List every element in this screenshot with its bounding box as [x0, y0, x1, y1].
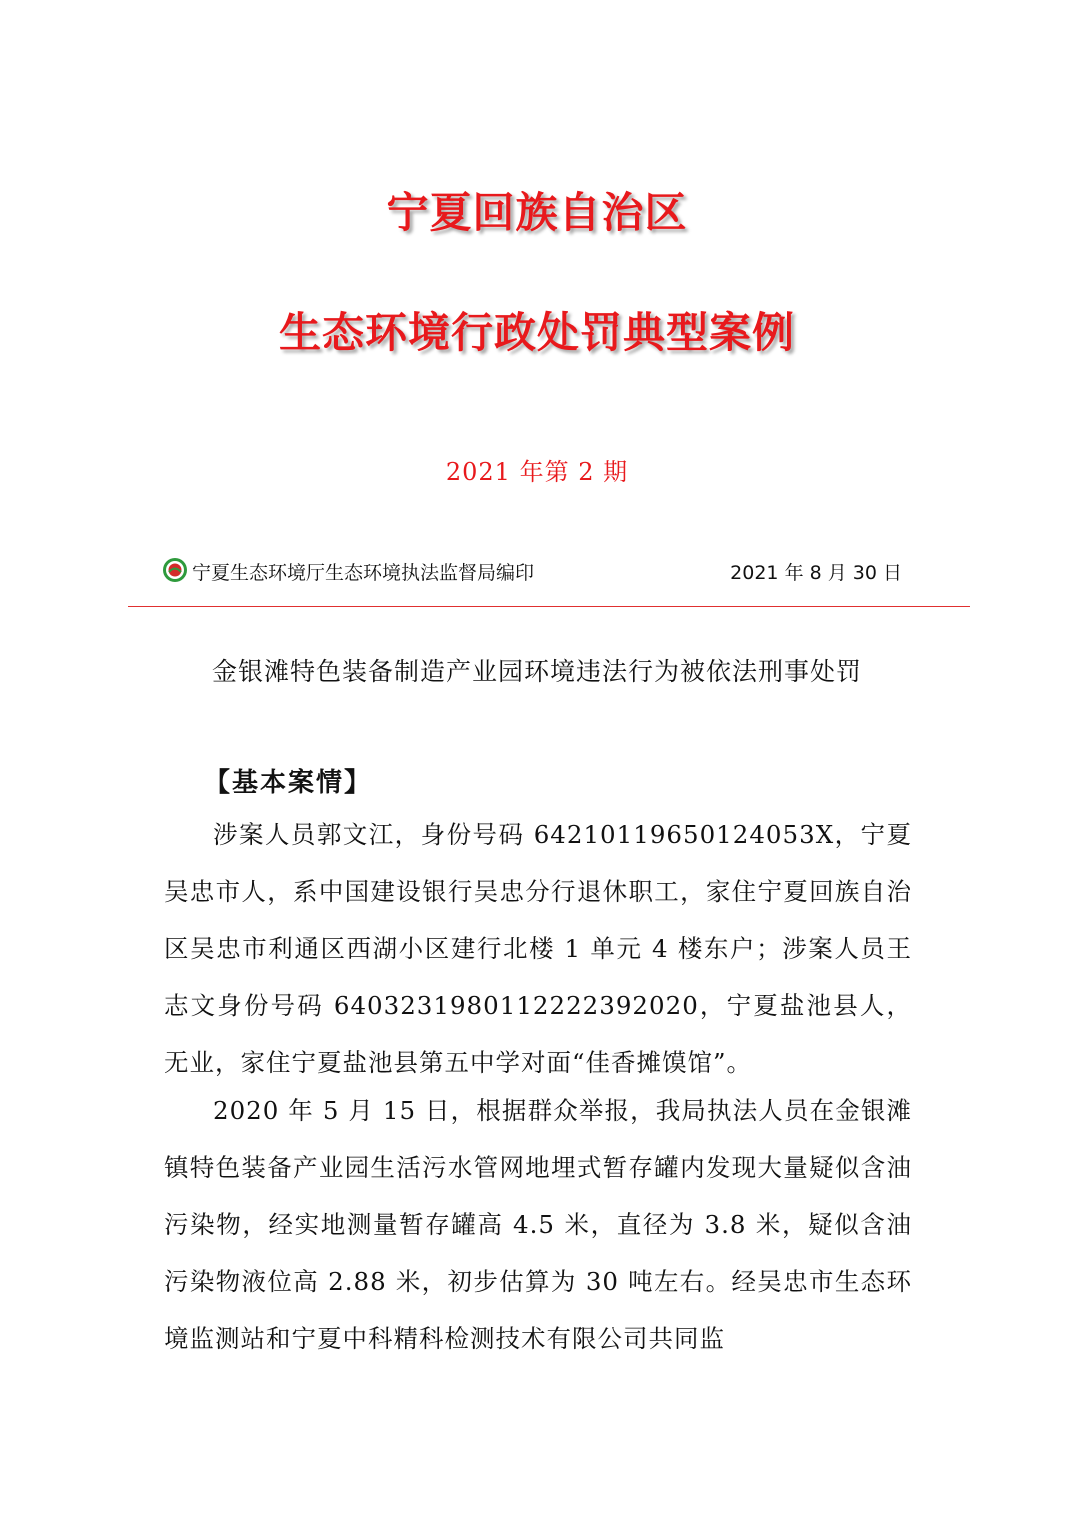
document-title-line-1: 宁夏回族自治区	[386, 188, 688, 237]
publication-date: 2021 年 8 月 30 日	[730, 562, 902, 584]
document-title-line-2: 生态环境行政处罚典型案例	[278, 308, 795, 357]
section-heading-basic-facts: 【基本案情】	[204, 768, 373, 798]
publication-header	[162, 557, 902, 587]
header-divider	[128, 606, 970, 607]
case-title: 金银滩特色装备制造产业园环境违法行为被依法刑事处罚	[211, 657, 862, 686]
publisher-name: 宁夏生态环境厅生态环境执法监督局编印	[192, 562, 535, 584]
environment-emblem-icon	[162, 557, 188, 583]
body-paragraph-1: 涉案人员郭文江，身份号码 64210119650124053X，宁夏吴忠市人，系中国建设银行吴忠分行退休职工，家住宁夏回族自治区吴忠市利通区西湖小区建行北楼 1 单元 4 楼东户；涉案人员王志文身份号码 64032319801122223920​20，宁夏盐池县人，无业，家住宁夏盐池县第五中学对面“佳香摊馍馆”。	[164, 820, 912, 1077]
issue-number: 2021 年第 2 期	[445, 458, 629, 486]
body-paragraph-2: 2020 年 5 月 15 日，根据群众举报，我局执法人员在金银滩镇特色装备产业园生活污水管网地埋式暂存罐内发现大量疑似含油污染物，经实地测量暂存罐高 4.5 米，直径为 3.8 米，疑似含油污染物液位高 2.88 米，初步估算为 30 吨左右。经吴忠市生态环境监测站和宁夏中科精科检测技术有限公司共同监	[164, 1096, 912, 1353]
